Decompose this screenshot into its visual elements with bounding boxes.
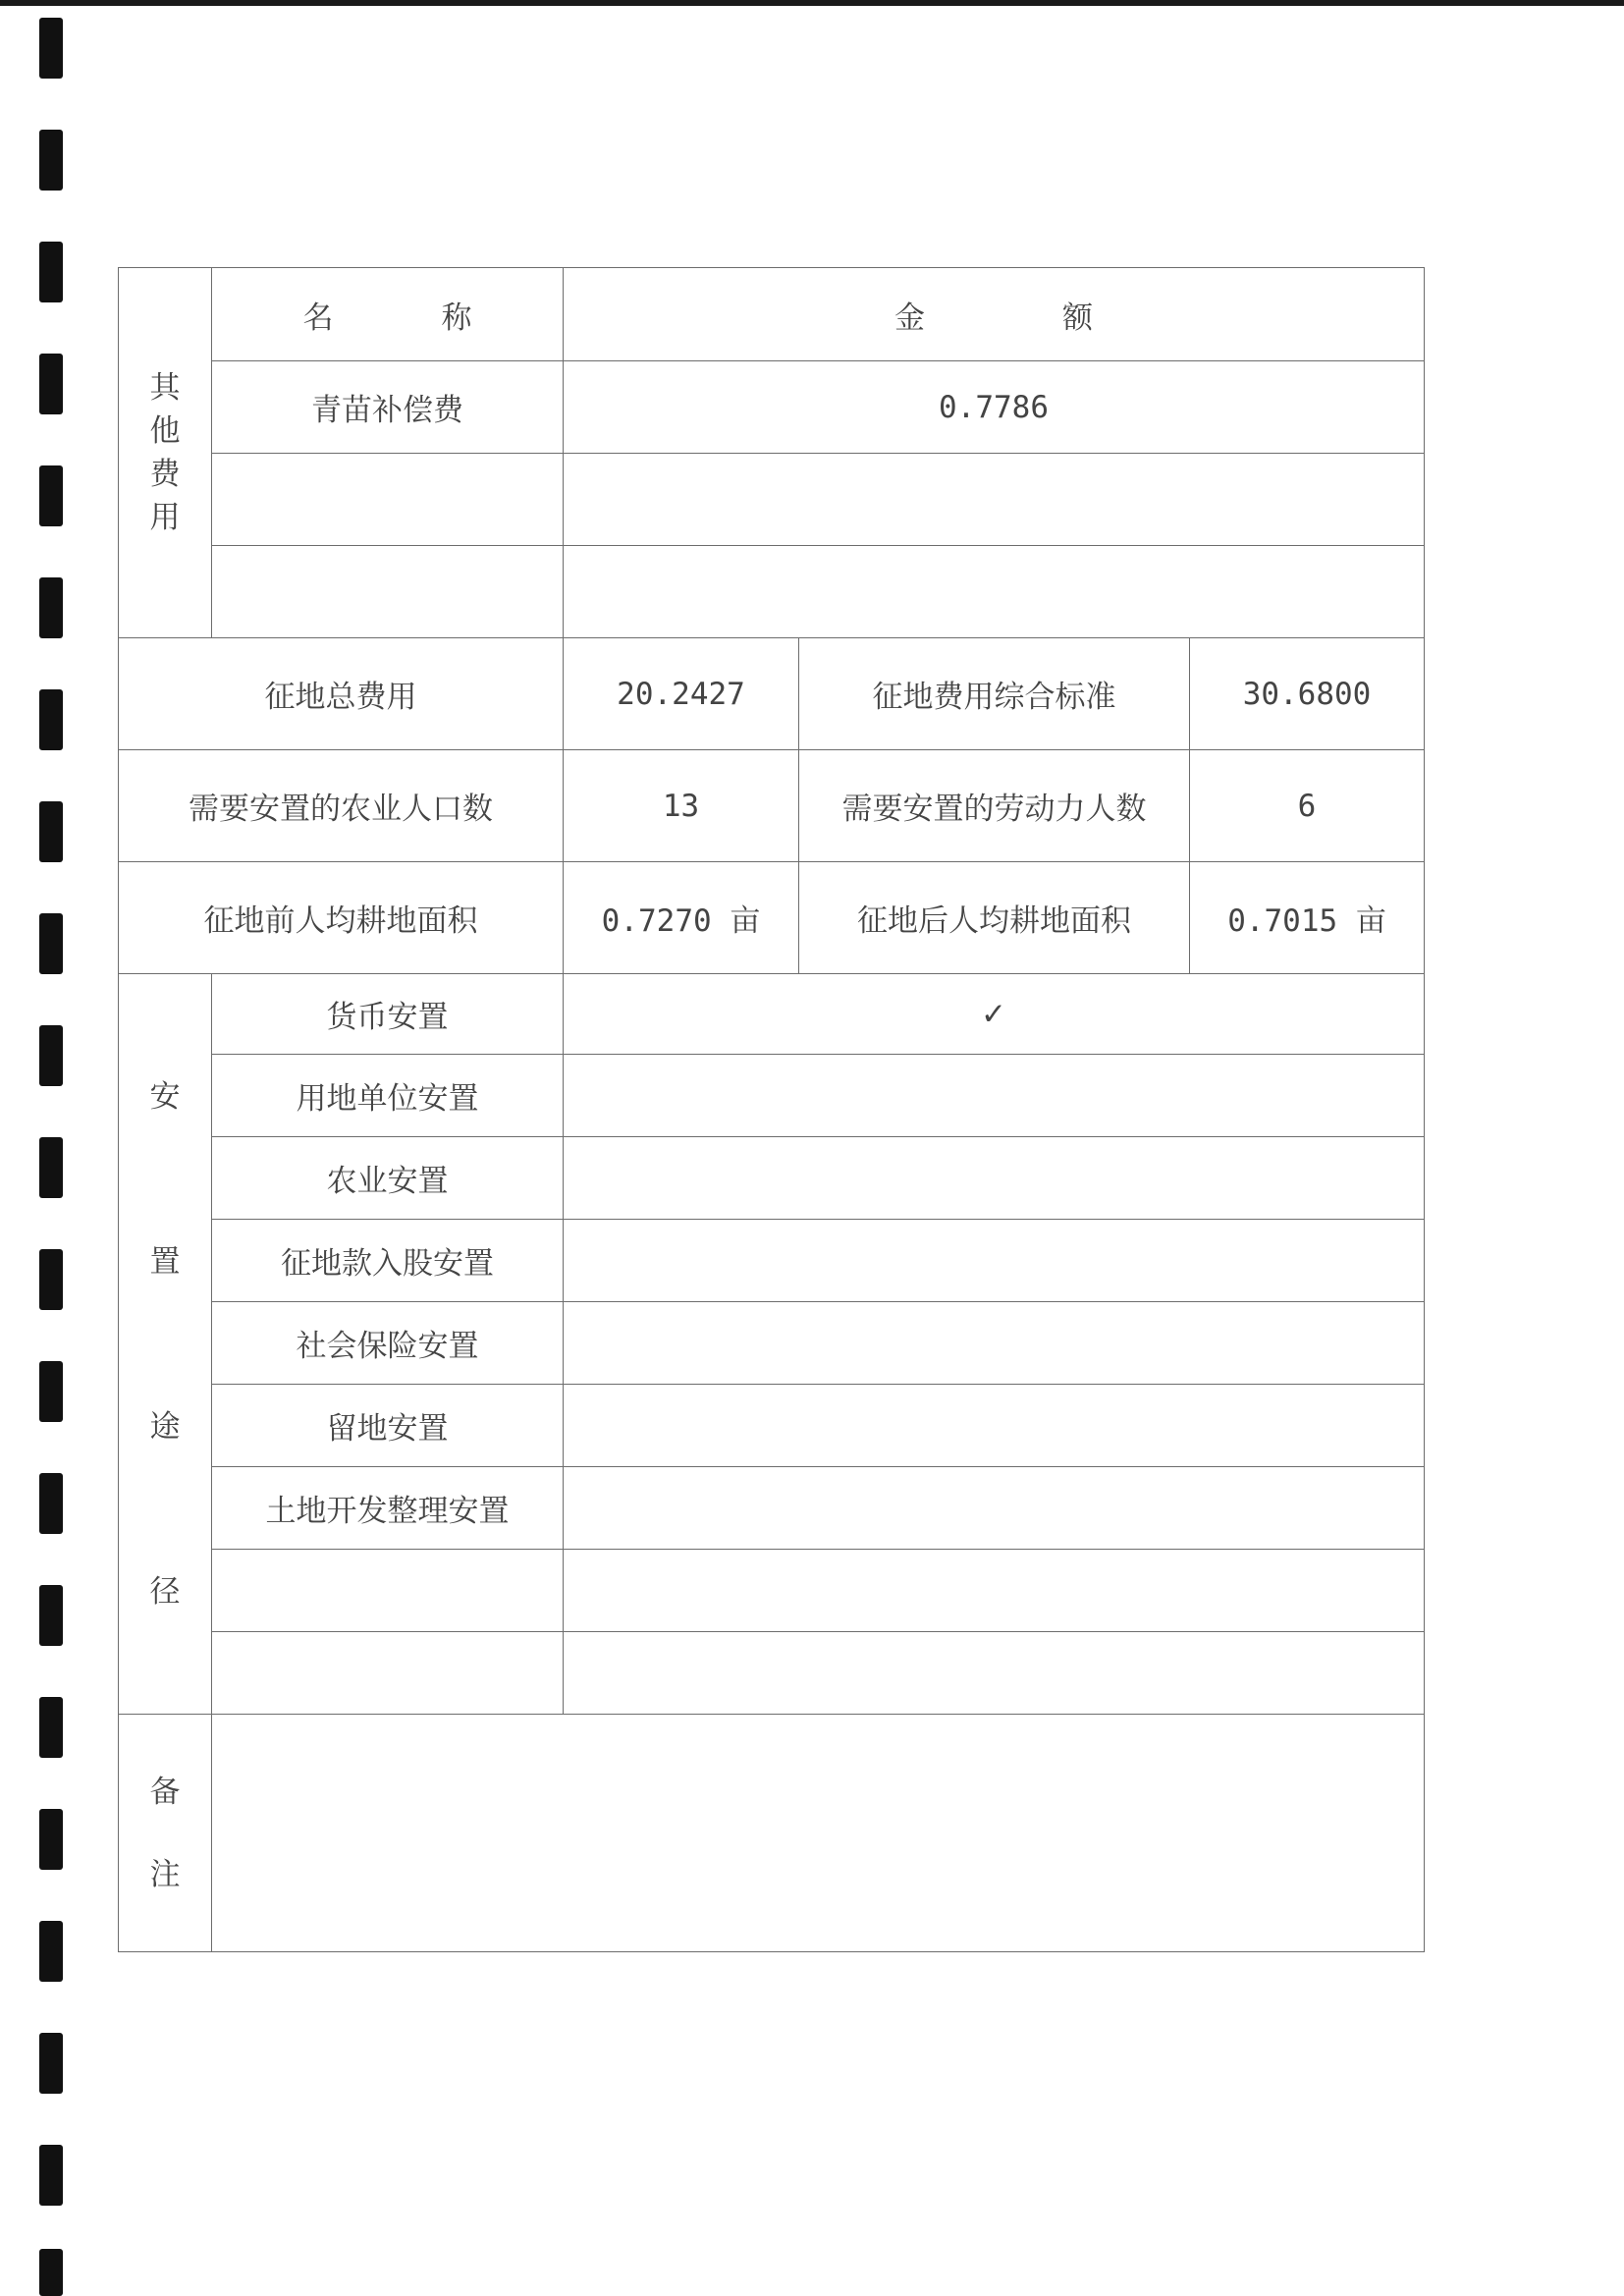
binding-hole xyxy=(39,801,63,862)
fee-amount-cell xyxy=(564,546,1425,638)
binding-hole xyxy=(39,1697,63,1758)
binding-hole xyxy=(39,1473,63,1534)
total-fee-value: 20.2427 xyxy=(564,638,799,750)
section-label-char: 费 xyxy=(149,457,181,492)
header-amount-char: 金 xyxy=(894,300,926,336)
binding-hole xyxy=(39,2145,63,2206)
fee-name-cell xyxy=(212,454,564,546)
resettlement-section-label xyxy=(119,974,212,1715)
resettlement-option-mark xyxy=(564,1385,1425,1467)
resettlement-option-label: 土地开发整理安置 xyxy=(212,1467,564,1550)
resettlement-option-label xyxy=(212,1632,564,1715)
section-label-char: 他 xyxy=(149,413,181,449)
labor-value: 6 xyxy=(1190,750,1425,862)
resettlement-option-label xyxy=(212,1550,564,1632)
resettlement-option-mark xyxy=(564,1137,1425,1220)
resettlement-option-label: 农业安置 xyxy=(212,1137,564,1220)
section-label-char: 途 xyxy=(149,1408,181,1445)
farm-population-value: 13 xyxy=(564,750,799,862)
scan-top-edge xyxy=(0,0,1624,6)
binding-hole xyxy=(39,465,63,526)
resettlement-option-label: 征地款入股安置 xyxy=(212,1220,564,1302)
binding-holes xyxy=(39,0,79,2296)
farm-population-label: 需要安置的农业人口数 xyxy=(119,750,564,862)
total-fee-label: 征地总费用 xyxy=(119,638,564,750)
binding-hole xyxy=(39,689,63,750)
binding-hole xyxy=(39,242,63,302)
binding-hole xyxy=(39,1585,63,1646)
binding-hole xyxy=(39,354,63,414)
resettlement-option-mark xyxy=(564,1220,1425,1302)
remarks-section-label xyxy=(119,1715,212,1952)
resettlement-option-mark xyxy=(564,1632,1425,1715)
resettlement-option-mark xyxy=(564,1055,1425,1137)
binding-hole xyxy=(39,1361,63,1422)
binding-hole xyxy=(39,1809,63,1870)
section-label-char: 备 xyxy=(149,1774,181,1810)
binding-hole xyxy=(39,130,63,191)
binding-hole xyxy=(39,1921,63,1982)
resettlement-option-mark: ✓ xyxy=(564,974,1425,1055)
header-amount xyxy=(564,268,1425,361)
remarks-content xyxy=(212,1715,1425,1952)
resettlement-option-label: 留地安置 xyxy=(212,1385,564,1467)
area-before-label: 征地前人均耕地面积 xyxy=(119,862,564,974)
standard-value: 30.6800 xyxy=(1190,638,1425,750)
section-label-char: 用 xyxy=(149,500,181,535)
fee-name-cell xyxy=(212,546,564,638)
resettlement-option-label: 社会保险安置 xyxy=(212,1302,564,1385)
fee-name-cell: 青苗补偿费 xyxy=(212,361,564,454)
resettlement-option-label: 用地单位安置 xyxy=(212,1055,564,1137)
binding-hole xyxy=(39,18,63,79)
section-label-char: 置 xyxy=(149,1243,181,1280)
resettlement-option-mark xyxy=(564,1550,1425,1632)
section-label-char: 其 xyxy=(149,370,181,406)
standard-label: 征地费用综合标准 xyxy=(799,638,1190,750)
labor-label: 需要安置的劳动力人数 xyxy=(799,750,1190,862)
section-label-char: 安 xyxy=(149,1078,181,1115)
land-acquisition-form-table xyxy=(118,267,1425,1952)
resettlement-option-mark xyxy=(564,1302,1425,1385)
binding-hole xyxy=(39,1137,63,1198)
resettlement-option-label: 货币安置 xyxy=(212,974,564,1055)
resettlement-option-mark xyxy=(564,1467,1425,1550)
area-after-label: 征地后人均耕地面积 xyxy=(799,862,1190,974)
binding-hole xyxy=(39,913,63,974)
other-fees-section-label xyxy=(119,268,212,638)
binding-hole xyxy=(39,1249,63,1310)
header-name xyxy=(212,268,564,361)
binding-hole xyxy=(39,1025,63,1086)
section-label-char: 注 xyxy=(149,1856,181,1892)
area-before-value: 0.7270 亩 xyxy=(564,862,799,974)
area-after-value: 0.7015 亩 xyxy=(1190,862,1425,974)
binding-hole xyxy=(39,577,63,638)
section-label-char: 径 xyxy=(149,1573,181,1610)
binding-hole xyxy=(39,2249,63,2296)
binding-hole xyxy=(39,2033,63,2094)
fee-amount-cell xyxy=(564,454,1425,546)
header-name-char: 称 xyxy=(441,300,472,336)
header-name-char: 名 xyxy=(302,300,334,336)
fee-amount-cell: 0.7786 xyxy=(564,361,1425,454)
header-amount-char: 额 xyxy=(1062,300,1094,336)
